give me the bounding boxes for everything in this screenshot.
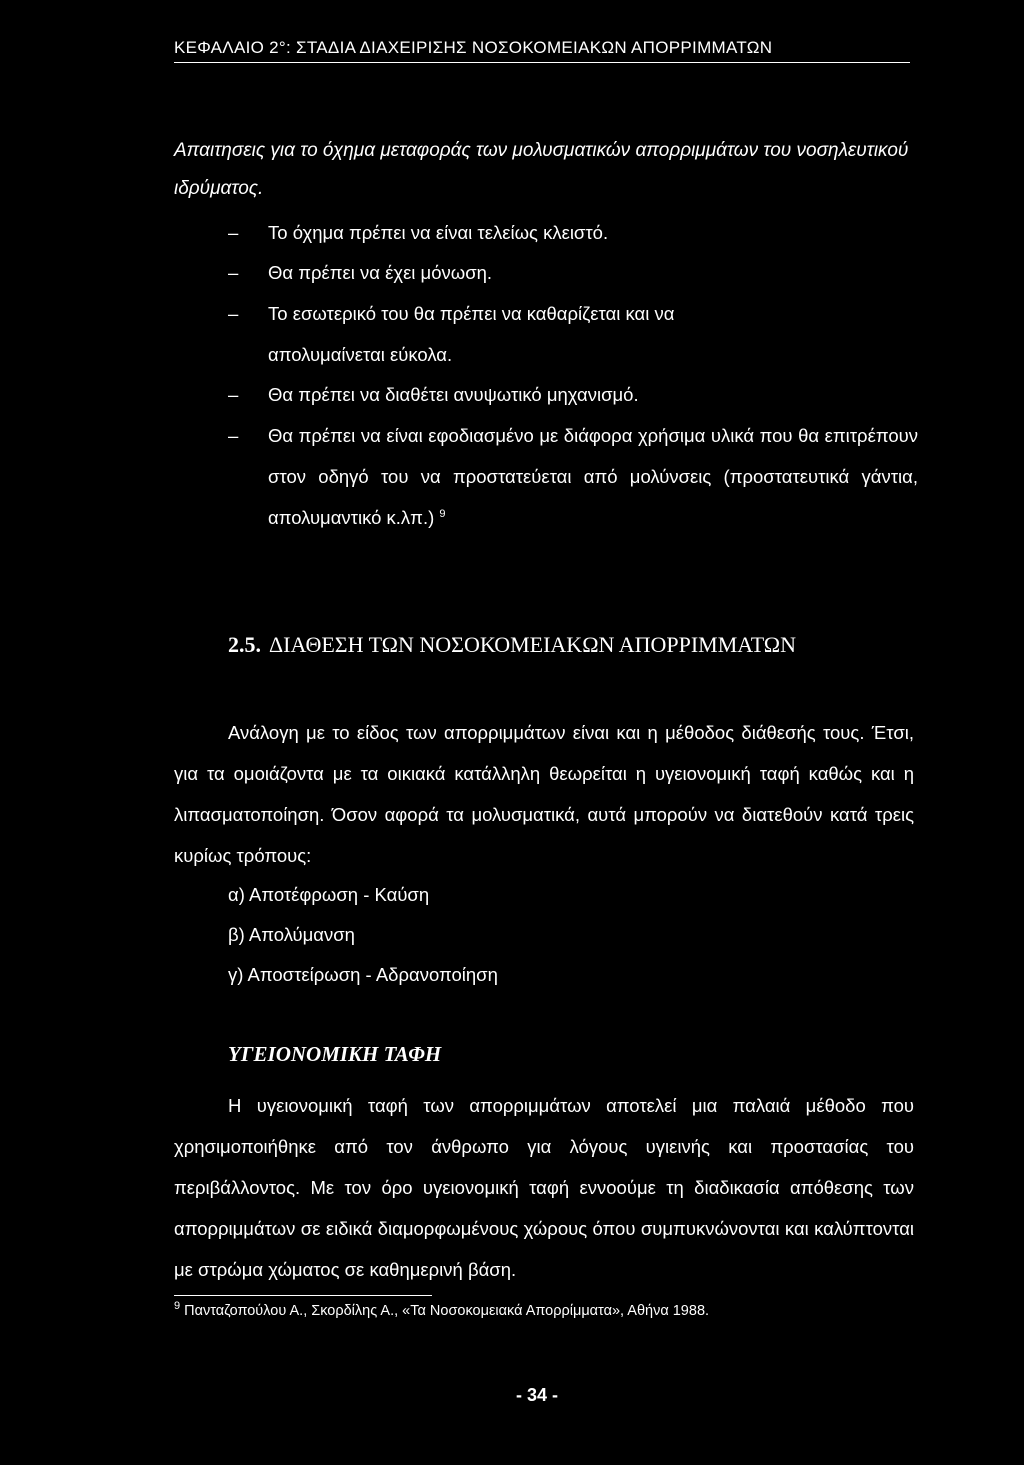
disposal-methods-list bbox=[228, 875, 498, 995]
footnote-text: Πανταζοπούλου Α., Σκορδίλης Α., «Τα Νοσοκομειακά Απορρίμματα», Αθήνα 1988. bbox=[184, 1303, 710, 1319]
dash-marker: – bbox=[228, 303, 239, 324]
footnote-reference: 9 bbox=[439, 507, 446, 520]
list-item-text: Θα πρέπει να είναι εφοδιασμένο με διάφορα χρήσιμα υλικά που θα επιτρέπουν στον οδηγό του να προστατεύεται από μολύνσεις (προστατευτικά γάντια, απολυμαντικό κ.λπ.) bbox=[268, 425, 918, 528]
list-item-text: Θα πρέπει να διαθέτει ανυψωτικό μηχανισμό. bbox=[268, 384, 639, 405]
section-title: ΔΙΑΘΕΣΗ ΤΩΝ ΝΟΣΟΚΟΜΕΙΑΚΩΝ ΑΠΟΡΡΙΜΜΑΤΩΝ bbox=[269, 632, 797, 657]
dash-marker: – bbox=[228, 384, 239, 405]
section-number: 2.5. bbox=[228, 632, 261, 657]
list-item: β) Απολύμανση bbox=[228, 924, 355, 945]
intro-heading: Απαιτησεις για το όχημα μεταφοράς των μολυσματικών απορριμμάτων του νοσηλευτικού ιδρύματος. bbox=[174, 140, 909, 199]
dash-marker: – bbox=[228, 425, 239, 446]
list-item bbox=[228, 293, 788, 375]
list-item: γ) Αποστείρωση - Αδρανοποίηση bbox=[228, 964, 498, 985]
subsection-paragraph: Η υγειονομική ταφή των απορριμμάτων αποτελεί μια παλαιά μέθοδο που χρησιμοποιήθηκε από τον άνθρωπο για λόγους υγιεινής και προστασίας του περιβάλλοντος. Με τον όρο υγειονομική ταφή εννοούμε τη διαδικασία απόθεσης των απορριμμάτων σε ειδικά διαμορφωμένους χώρους όπου συμπυκνώνονται και καλύπτονται με στρώμα χώματος σε καθημερινή βάση. bbox=[174, 1095, 914, 1280]
list-item-text: Το εσωτερικό του θα πρέπει να καθαρίζεται και να απολυμαίνεται εύκολα. bbox=[268, 303, 675, 365]
dash-marker: – bbox=[228, 262, 239, 283]
running-header: ΚΕΦΑΛΑΙΟ 2°: ΣΤΑΔΙΑ ΔΙΑΧΕΙΡΙΣΗΣ ΝΟΣΟΚΟΜΕΙΑΚΩΝ ΑΠΟΡΡΙΜΜΑΤΩΝ bbox=[174, 38, 910, 63]
list-item-text: Θα πρέπει να έχει μόνωση. bbox=[268, 262, 493, 283]
dash-marker: – bbox=[228, 222, 239, 243]
section-paragraph: Ανάλογη με το είδος των απορριμμάτων είναι και η μέθοδος διάθεσής τους. Έτσι, για τα ομοιάζοντα με τα οικιακά κατάλληλη θεωρείται η υγειονομική ταφή καθώς και η λιπασματοποίηση. Όσον αφορά τα μολυσματικά, αυτά μπορούν να διατεθούν κατά τρεις κυρίως τρόπους: bbox=[174, 722, 914, 866]
requirements-list bbox=[228, 213, 918, 538]
list-item: α) Αποτέφρωση - Καύση bbox=[228, 884, 430, 905]
footnote-marker: 9 bbox=[174, 1300, 181, 1313]
footnote-separator bbox=[174, 1295, 432, 1296]
footnote bbox=[174, 1300, 710, 1319]
list-item bbox=[228, 415, 918, 538]
list-item bbox=[228, 375, 918, 415]
subsection-heading: ΥΓΕΙΟΝΟΜΙΚΗ ΤΑΦΗ bbox=[228, 1042, 442, 1066]
list-item-text: Το όχημα πρέπει να είναι τελείως κλειστό. bbox=[268, 222, 609, 243]
list-item bbox=[228, 253, 918, 293]
list-item bbox=[228, 213, 918, 253]
section-heading bbox=[228, 632, 796, 658]
page-number: - 34 - bbox=[515, 1385, 558, 1405]
